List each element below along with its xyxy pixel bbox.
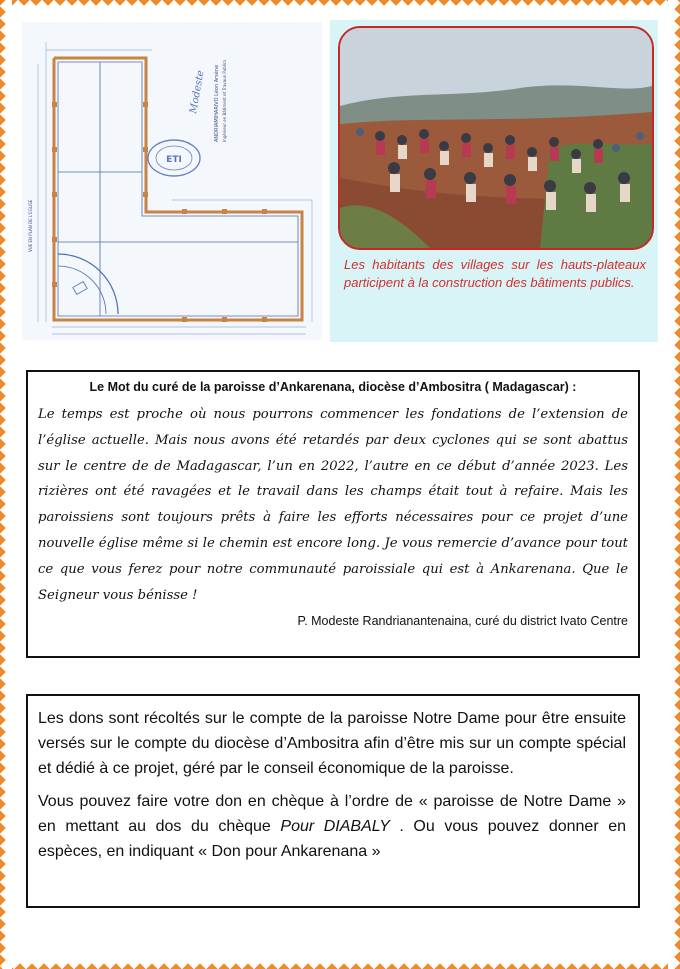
villagers-photo [338, 26, 654, 250]
architect-title: Ingénieur en Bâtiment et Travaux Publics [222, 59, 227, 142]
decorative-border-bottom [0, 957, 680, 969]
donations-paragraph-2-end: . Ou vous pouvez donner en espèces, en indiquant « Don pour Ankarenana » [38, 818, 627, 860]
priest-signature: P. Modeste Randrianantenaina, curé du district Ivato Centre [297, 614, 628, 629]
church-floor-plan [22, 22, 322, 340]
priest-message-title: Le Mot du curé de la paroisse d’Ankarenana, diocèse d’Ambositra ( Madagascar) : [89, 380, 577, 394]
priest-message-body: Le temps est proche où nous pourrons commencer les fondations de l’extension de l’église actuelle. Mais nous avons été retardés par deux cyclones qui se sont abattus sur le centre de de Madagascar, l’un en 2022, l’autre en ce début d’année 2023. Les rizières ont été ravagées et le travail dans les champs était tout à refaire. Mais les paroissiens sont toujours prêts à faire les efforts nécessaires pour ce projet d’une nouvelle église même si le chemin est encore long. Je vous remercie d’avance pour tout ce que vous ferez pour notre communauté paroissiale qui est à Ankarenana. Que le Seigneur vous bénisse ! [38, 407, 628, 603]
photo-caption: Les habitants des villages sur les hauts-plateaux participent à la construction des bâtiments publics. [344, 257, 646, 290]
decorative-border-right [668, 0, 680, 969]
plan-side-note: VUE EN PLAN DE L'EGLISE [28, 199, 33, 252]
donations-paragraph-1: Les dons sont récoltés sur le compte de la paroisse Notre Dame pour être ensuite versés sur le compte du diocèse d’Ambositra afin d’être mis sur un compte spécial et dédié à ce projet, géré par le conseil économique de la paroisse. [38, 710, 626, 777]
priest-message-box [26, 370, 640, 658]
decorative-border-top [0, 0, 680, 12]
donations-box [26, 694, 640, 908]
photo-panel [330, 20, 658, 342]
cheque-memo: Pour DIABALY [280, 818, 390, 835]
architect-name: ANDRIAMIHARIVO Léon Arsène [214, 64, 220, 142]
donations-paragraph-2-start: Vous pouvez faire votre don en chèque à l’ordre de « paroisse de Notre Dame » en mettant au dos du chèque [38, 793, 626, 835]
donations-paragraph-2 [38, 789, 626, 864]
decorative-border-left [0, 0, 12, 969]
stamp-signature: Modeste [188, 69, 207, 115]
stamp-letters: ETI [166, 155, 182, 165]
